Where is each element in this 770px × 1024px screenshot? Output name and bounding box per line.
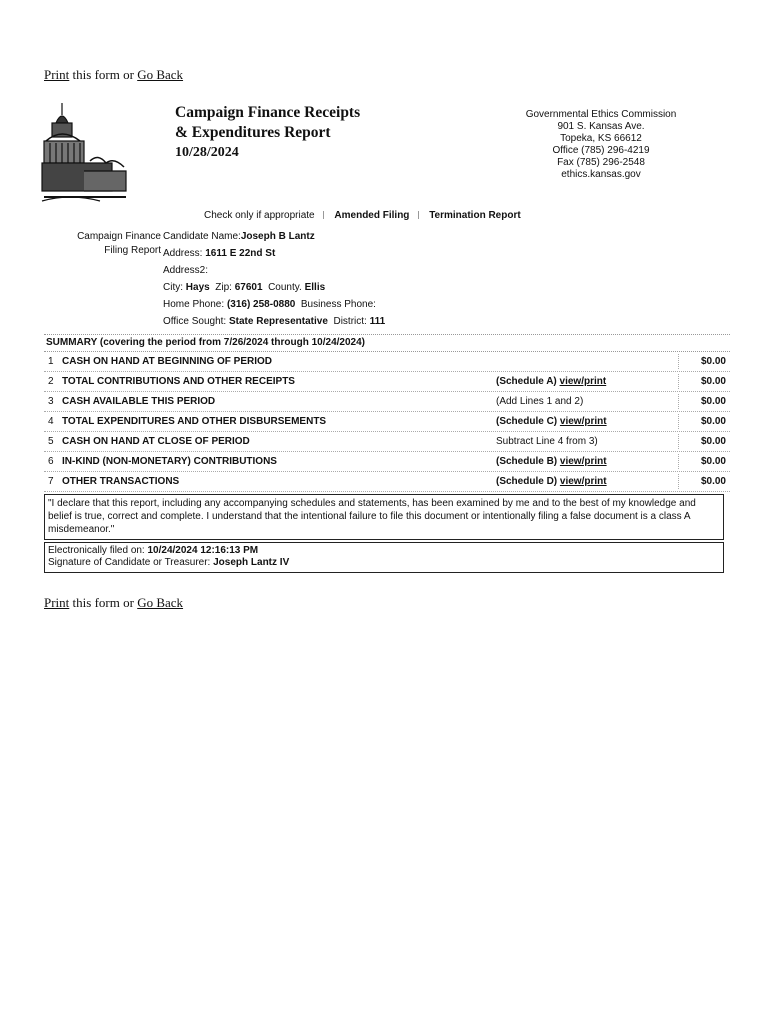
candidate-name-label: Candidate Name: (163, 231, 241, 242)
declaration-text: "I declare that this report, including any accompanying schedules and statements, has been examined by me and to the best of my knowledge and belief is true, correct and complete. I understand that the intentional failure to file this document or intentionally filing a false document is a class A misdemeanor." (44, 494, 724, 540)
line-value: $0.00 (700, 396, 726, 407)
line-value: $0.00 (700, 356, 726, 367)
summary-heading: SUMMARY (covering the period from 7/26/2024 through 10/24/2024) (44, 334, 730, 352)
line-label: CASH AVAILABLE THIS PERIOD (62, 396, 216, 407)
phone-row (163, 296, 385, 313)
report-label-line2: Filing Report (104, 245, 161, 256)
signature-row (48, 557, 720, 569)
summary-rows (44, 352, 730, 492)
report-title-block (175, 103, 360, 163)
summary-row (44, 472, 730, 492)
candidate-name-row (163, 228, 385, 245)
go-back-link-bottom[interactable]: Go Back (137, 595, 184, 610)
summary-row (44, 432, 730, 452)
amended-checkbox[interactable] (323, 211, 330, 219)
commission-fax: Fax (785) 296-2548 (557, 157, 645, 168)
column-divider (678, 414, 679, 429)
line-number: 3 (48, 396, 54, 407)
city-value: Hays (185, 282, 210, 293)
report-subtitle: & Expenditures Report (175, 124, 331, 141)
schedule-text: Subtract Line 4 from 3) (496, 436, 598, 447)
line-value: $0.00 (700, 436, 726, 447)
summary-row (44, 452, 730, 472)
schedule-text: (Schedule B) (496, 456, 558, 467)
office-value: State Representative (228, 316, 328, 327)
commission-office-phone: Office (785) 296-4219 (552, 145, 650, 156)
line-number: 1 (48, 356, 54, 367)
commission-city: Topeka, KS 66612 (560, 133, 642, 144)
go-back-link[interactable]: Go Back (137, 67, 184, 82)
line-label: OTHER TRANSACTIONS (62, 476, 180, 487)
schedule-text: (Schedule C) (496, 416, 558, 427)
schedule-ref (496, 392, 583, 411)
nav-text: this form or (69, 67, 138, 82)
zip-value: 67601 (234, 282, 263, 293)
commission-website: ethics.kansas.gov (561, 169, 641, 180)
commission-street: 901 S. Kansas Ave. (557, 121, 645, 132)
summary-row (44, 392, 730, 412)
zip-label: Zip: (215, 282, 232, 293)
city-label: City: (163, 282, 183, 293)
address2-row (163, 262, 385, 279)
efile-info (44, 542, 724, 573)
schedule-text: (Schedule A) (496, 376, 557, 387)
line-label: CASH ON HAND AT BEGINNING OF PERIOD (62, 356, 273, 367)
column-divider (678, 474, 679, 489)
office-label: Office Sought: (163, 316, 227, 327)
column-divider (678, 374, 679, 389)
district-value: 111 (369, 316, 386, 327)
summary-row (44, 412, 730, 432)
line-number: 6 (48, 456, 54, 467)
address-label: Address: (163, 248, 203, 259)
termination-report-label: Termination Report (429, 210, 521, 221)
top-nav (44, 67, 183, 83)
candidate-info (163, 228, 385, 330)
line-label: TOTAL CONTRIBUTIONS AND OTHER RECEIPTS (62, 376, 295, 387)
report-title: Campaign Finance Receipts (175, 104, 361, 121)
schedule-ref (496, 432, 598, 451)
line-number: 2 (48, 376, 54, 387)
county-label: County. (268, 282, 302, 293)
signature-value: Joseph Lantz IV (213, 557, 290, 568)
schedule-ref (496, 452, 607, 471)
city-row (163, 279, 385, 296)
view-print-link[interactable]: view/print (559, 456, 607, 467)
home-phone-value: (316) 258-0880 (226, 299, 296, 310)
check-instructions: Check only if appropriate (204, 210, 315, 221)
line-value: $0.00 (700, 476, 726, 487)
filed-label: Electronically filed on: (48, 545, 145, 556)
schedule-text: (Add Lines 1 and 2) (496, 396, 584, 407)
summary-table (44, 334, 730, 492)
line-number: 7 (48, 476, 54, 487)
print-link-bottom[interactable]: Print (44, 595, 70, 610)
column-divider (678, 454, 679, 469)
summary-row (44, 372, 730, 392)
schedule-ref (496, 372, 606, 391)
county-value: Ellis (304, 282, 326, 293)
commission-address (506, 109, 696, 181)
district-label: District: (333, 316, 367, 327)
schedule-ref (496, 472, 607, 491)
line-number: 5 (48, 436, 54, 447)
view-print-link[interactable]: view/print (559, 476, 607, 487)
column-divider (678, 394, 679, 409)
termination-checkbox[interactable] (418, 211, 425, 219)
bottom-nav (44, 595, 183, 611)
schedule-ref (496, 412, 607, 431)
kansas-capitol-seal-icon (40, 101, 130, 203)
business-phone-label: Business Phone: (300, 299, 376, 310)
summary-row (44, 352, 730, 372)
amended-filing-label: Amended Filing (334, 210, 410, 221)
home-phone-label: Home Phone: (163, 299, 225, 310)
schedule-text: (Schedule D) (496, 476, 558, 487)
line-value: $0.00 (700, 456, 726, 467)
line-value: $0.00 (700, 416, 726, 427)
commission-name: Governmental Ethics Commission (525, 109, 677, 120)
signature-label: Signature of Candidate or Treasurer: (48, 557, 211, 568)
candidate-name: Joseph B Lantz (240, 231, 315, 242)
address-row (163, 245, 385, 262)
line-label: TOTAL EXPENDITURES AND OTHER DISBURSEMENTS (62, 416, 327, 427)
column-divider (678, 354, 679, 369)
view-print-link[interactable]: view/print (559, 416, 607, 427)
report-label (63, 230, 161, 258)
line-label: IN-KIND (NON-MONETARY) CONTRIBUTIONS (62, 456, 277, 467)
address-value: 1611 E 22nd St (205, 248, 276, 259)
view-print-link[interactable]: view/print (559, 376, 607, 387)
office-row (163, 313, 385, 330)
line-label: CASH ON HAND AT CLOSE OF PERIOD (62, 436, 250, 447)
filed-row (48, 545, 720, 557)
nav-text-bottom: this form or (69, 595, 138, 610)
filed-value: 10/24/2024 12:16:13 PM (147, 545, 259, 556)
report-date: 10/28/2024 (175, 145, 239, 160)
print-link[interactable]: Print (44, 67, 70, 82)
column-divider (678, 434, 679, 449)
address2-label: Address2: (163, 265, 209, 276)
report-label-line1: Campaign Finance (77, 231, 161, 242)
line-number: 4 (48, 416, 54, 427)
line-value: $0.00 (700, 376, 726, 387)
filing-type-line (204, 210, 521, 221)
